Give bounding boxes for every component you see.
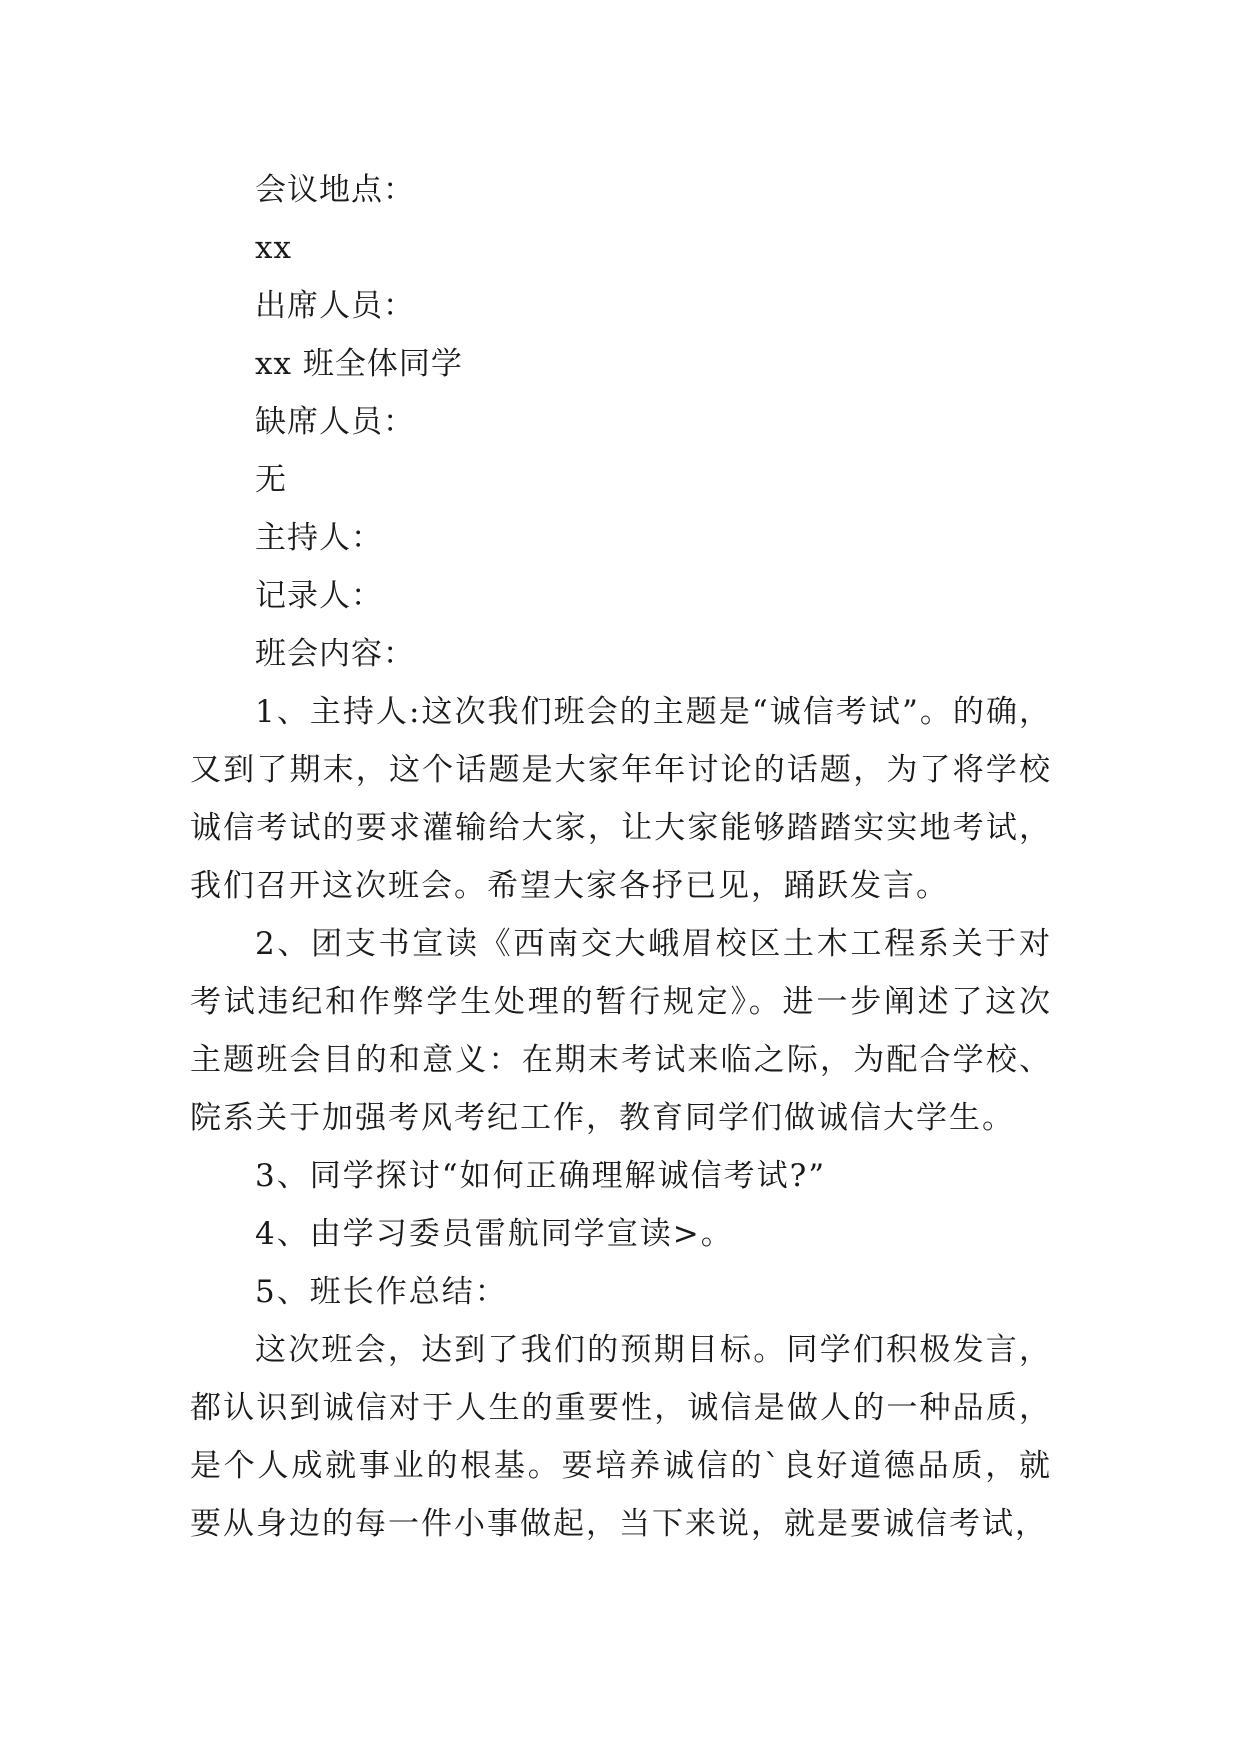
paragraph-5-summary-heading: 5、班长作总结： [255, 1274, 508, 1310]
paragraph-2-league-secretary: 2、团支书宣读《西南交大峨眉校区土木工程系关于对考试违纪和作弊学生处理的暂行规定》。进一步阐述了这次主题班会目的和意义：在期末考试来临之际，为配合学校、院系关于加强考风考纪工作，教育同学们做诚信大学生。 [190, 926, 1052, 1136]
absent-label: 缺席人员： [255, 404, 415, 440]
meeting-minutes-body [190, 161, 1052, 1553]
content-label: 班会内容： [255, 636, 415, 672]
attendees-value: xx 班全体同学 [255, 346, 463, 382]
absent-value: 无 [255, 462, 287, 498]
location-value: xx [255, 230, 292, 266]
paragraph-1-host-intro: 1、主持人:这次我们班会的主题是“诚信考试”。的确，又到了期末，这个话题是大家年年讨论的话题，为了将学校诚信考试的要求灌输给大家，让大家能够踏踏实实地考试，我们召开这次班会。希望大家各抒已见，踊跃发言。 [190, 694, 1052, 904]
attendees-label: 出席人员： [255, 288, 415, 324]
paragraph-4-reading: 4、由学习委员雷航同学宣读>。 [255, 1216, 734, 1252]
recorder-label: 记录人： [255, 578, 383, 614]
location-label: 会议地点： [255, 172, 415, 208]
paragraph-3-discussion: 3、同学探讨“如何正确理解诚信考试?” [255, 1158, 827, 1194]
host-label: 主持人： [255, 520, 383, 556]
paragraph-summary-text: 这次班会，达到了我们的预期目标。同学们积极发言，都认识到诚信对于人生的重要性，诚信是做人的一种品质，是个人成就事业的根基。要培养诚信的`良好道德品质，就要从身边的每一件小事做起，当下来说，就是要诚信考试， [190, 1332, 1052, 1542]
